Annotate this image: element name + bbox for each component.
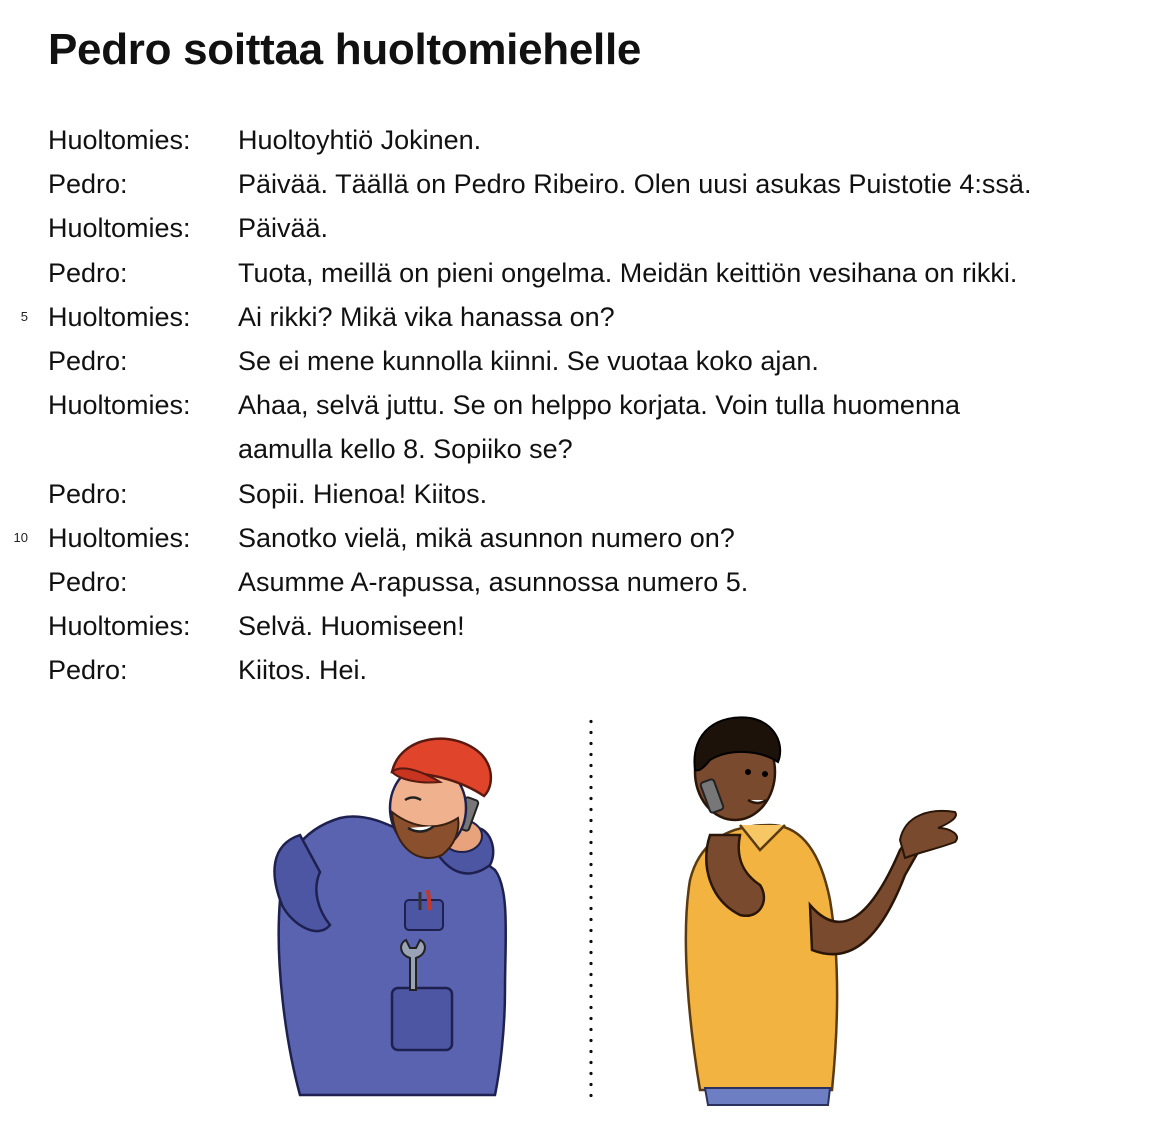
speaker: Pedro:: [48, 655, 128, 686]
dialogue: [0, 118, 1163, 692]
dialogue-line-continuation: [0, 427, 1163, 471]
dialogue-line: [0, 118, 1163, 162]
speaker: Pedro:: [48, 566, 128, 597]
speaker: Huoltomies:: [48, 522, 191, 553]
speaker: Huoltomies:: [48, 213, 191, 244]
dialogue-line: [0, 604, 1163, 648]
dotted-divider: [589, 716, 593, 1100]
utterance: Sopii. Hienoa! Kiitos.: [238, 478, 488, 509]
pedro-figure: [686, 717, 957, 1105]
dialogue-line: [0, 295, 1163, 339]
utterance: Päivää. Täällä on Pedro Ribeiro. Olen uusi asukas Puistotie 4:ssä.: [238, 169, 1032, 200]
utterance: Asumme A-rapussa, asunnossa numero 5.: [238, 566, 749, 597]
speaker: Pedro:: [48, 478, 128, 509]
speaker: Pedro:: [48, 345, 128, 376]
speaker: Huoltomies:: [48, 390, 191, 421]
speaker: Huoltomies:: [48, 611, 191, 642]
speaker: Huoltomies:: [48, 125, 191, 155]
utterance: Tuota, meillä on pieni ongelma. Meidän keittiön vesihana on rikki.: [238, 257, 1018, 288]
utterance: aamulla kello 8. Sopiiko se?: [238, 434, 573, 465]
dialogue-line: [0, 383, 1163, 427]
dialogue-line: [0, 648, 1163, 692]
line-number: 10: [13, 529, 28, 545]
pedro-hand: [900, 811, 957, 858]
line-number: 5: [20, 308, 28, 324]
page-title: Pedro soittaa huoltomiehelle: [48, 25, 642, 74]
repairman-figure: [275, 739, 506, 1095]
dialogue-line: [0, 339, 1163, 383]
speaker: Pedro:: [48, 257, 128, 288]
dialogue-line: [0, 162, 1163, 206]
dialogue-line: [0, 251, 1163, 295]
dialogue-line: [0, 516, 1163, 560]
utterance: Se ei mene kunnolla kiinni. Se vuotaa koko ajan.: [238, 345, 819, 376]
utterance: Ahaa, selvä juttu. Se on helppo korjata. Voin tulla huomenna: [238, 390, 960, 421]
utterance: Ai rikki? Mikä vika hanassa on?: [238, 301, 615, 332]
utterance: Selvä. Huomiseen!: [238, 611, 465, 642]
speaker: Pedro:: [48, 169, 128, 200]
dialogue-line: [0, 472, 1163, 516]
utterance: Sanotko vielä, mikä asunnon numero on?: [238, 522, 735, 553]
utterance: Päivää.: [238, 213, 329, 244]
dialogue-line: [0, 560, 1163, 604]
utterance: Kiitos. Hei.: [238, 655, 368, 686]
dialogue-line: [0, 206, 1163, 250]
utterance: Huoltoyhtiö Jokinen.: [238, 125, 482, 155]
illustration: [0, 700, 1163, 1110]
repairman-pocket: [392, 988, 452, 1050]
speaker: Huoltomies:: [48, 301, 191, 332]
